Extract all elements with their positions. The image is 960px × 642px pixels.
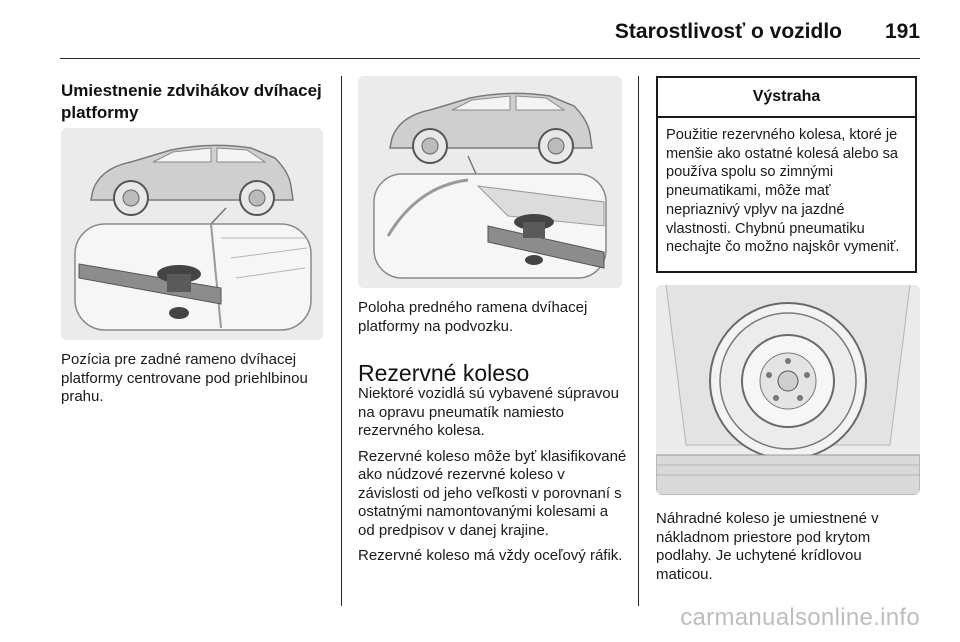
rear-lift-point-caption: Pozícia pre zadné rameno dvíhacej platformy centrovane pod priehlbinou prahu. bbox=[61, 351, 308, 405]
rear-lift-point-illustration bbox=[61, 128, 323, 340]
front-lift-point-caption: Poloha predného ramena dvíhacej platformy na podvozku. bbox=[358, 299, 588, 335]
column-divider-2 bbox=[638, 76, 639, 606]
page-number: 191 bbox=[884, 20, 920, 43]
warning-title: Výstraha bbox=[658, 78, 915, 118]
spare-wheel-drawing bbox=[656, 285, 920, 495]
front-lift-point-illustration bbox=[358, 76, 622, 288]
spare-wheel-paragraph-1: Niektoré vozidlá sú vybavené súpravou na opravu pneumatík namiesto rezervného kolesa. bbox=[358, 385, 619, 439]
header-title: Starostlivosť o vozidlo bbox=[614, 20, 842, 43]
page-header bbox=[60, 0, 920, 59]
spare-wheel-illustration bbox=[656, 285, 920, 495]
warning-box bbox=[656, 76, 917, 273]
spare-wheel-caption: Náhradné koleso je umiestnené v nákladnom priestore pod krytom podlahy. Je uchytené krídlovou maticou. bbox=[656, 510, 879, 583]
spare-wheel-text bbox=[358, 385, 628, 573]
rear-lift-point-drawing bbox=[61, 128, 323, 340]
watermark: carmanualsonline.info bbox=[680, 604, 920, 631]
warning-text: Použitie rezervného kolesa, ktoré je menšie ako ostatné kolesá alebo sa používa spolu so zimnými pneumatikami, môže mať nepriaznivý vplyv na jazdné vlastnosti. Chybnú pneumatiku nechajte čo možno najskôr vymeniť. bbox=[666, 127, 900, 256]
spare-wheel-paragraph-2: Rezervné koleso môže byť klasifikované ako núdzové rezervné koleso v závislosti od jeho veľkosti v porovnaní s ostatnými namontovanými kolesami a od predpisov v danej krajine. bbox=[358, 447, 627, 539]
spare-wheel-paragraph-3: Rezervné koleso má vždy oceľový ráfik. bbox=[358, 547, 623, 564]
spare-wheel-heading: Rezervné koleso bbox=[358, 360, 530, 386]
lift-points-heading: Umiestnenie zdvihákov dvíhacej platformy bbox=[61, 81, 322, 122]
column-divider-1 bbox=[341, 76, 342, 606]
front-lift-point-drawing bbox=[358, 76, 622, 288]
